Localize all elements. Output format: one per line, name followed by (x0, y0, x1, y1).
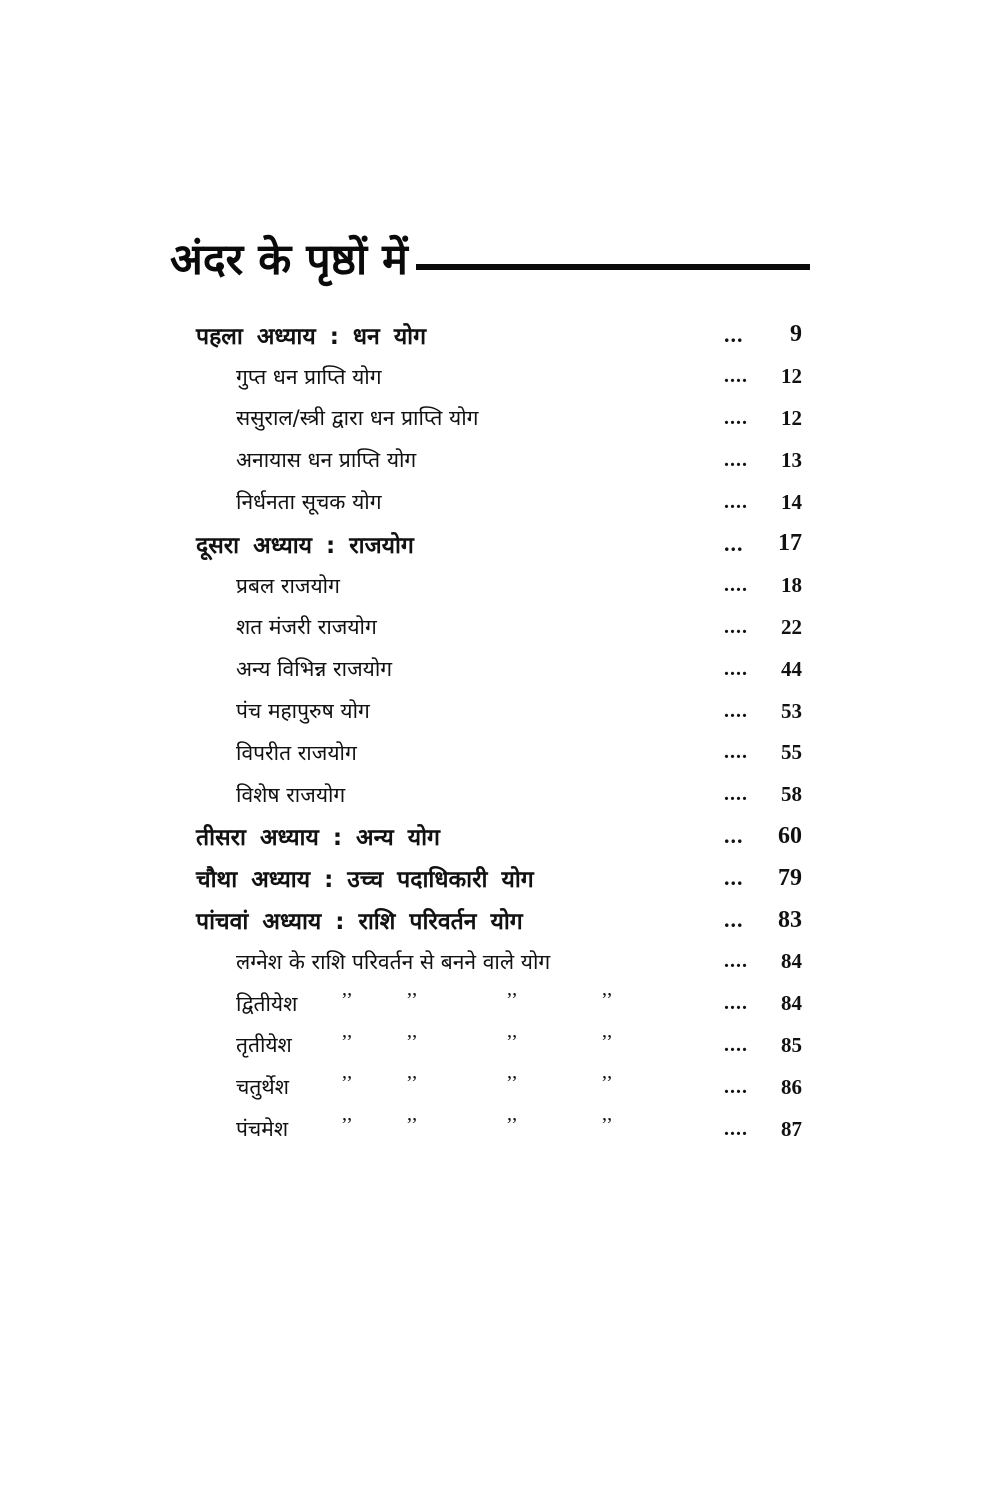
page-number: 84 (781, 991, 802, 1016)
page-number: 12 (781, 364, 802, 389)
toc-section-row (196, 1066, 806, 1108)
dot-leader: .... (724, 1117, 748, 1140)
page-number: 79 (778, 864, 802, 891)
section-title: द्वितीयेश (236, 991, 298, 1016)
dot-leader: .... (724, 657, 748, 680)
page-number: 12 (781, 405, 802, 430)
toc-section-row (196, 690, 806, 732)
toc-section-row (196, 565, 806, 607)
ditto-mark: ’’ (406, 1030, 418, 1053)
heading-underline (416, 264, 810, 270)
toc-section-row (196, 607, 806, 649)
ditto-marks (341, 1031, 641, 1054)
ditto-mark: ’’ (506, 1030, 518, 1053)
page-number: 84 (781, 949, 802, 974)
dot-leader: .... (724, 783, 748, 806)
section-title: पंचमेश (236, 1117, 289, 1142)
ditto-mark: ’’ (506, 988, 518, 1011)
dot-leader: ... (724, 321, 744, 347)
section-title: विपरीत राजयोग (236, 740, 357, 765)
section-title: पंच महापुरुष योग (236, 699, 370, 724)
ditto-mark: ’’ (506, 1114, 518, 1137)
page-number: 22 (781, 614, 802, 639)
ditto-mark: ’’ (601, 1114, 613, 1137)
toc-chapter-row (196, 816, 806, 858)
page-number: 85 (781, 1032, 802, 1057)
dot-leader: .... (724, 365, 748, 388)
toc-section-row (196, 1108, 806, 1150)
page-number: 14 (781, 489, 802, 514)
ditto-marks (341, 1072, 641, 1095)
section-title: प्रबल राजयोग (236, 573, 340, 598)
toc-section-row (196, 774, 806, 816)
toc-section-row (196, 648, 806, 690)
section-title: अनायास धन प्राप्ति योग (236, 448, 417, 473)
dot-leader: .... (724, 406, 748, 429)
page-number: 86 (781, 1074, 802, 1099)
toc-chapter-row (196, 523, 806, 565)
ditto-mark: ’’ (341, 988, 353, 1011)
dot-leader: .... (724, 699, 748, 722)
page-number: 17 (778, 530, 802, 557)
dot-leader: ... (724, 823, 744, 849)
section-title: चतुर्थेश (236, 1075, 290, 1100)
dot-leader: .... (724, 741, 748, 764)
section-title: लग्नेश के राशि परिवर्तन से बनने वाले योग (236, 949, 551, 974)
dot-leader: .... (724, 992, 748, 1015)
page-number: 55 (781, 740, 802, 765)
ditto-mark: ’’ (601, 1072, 613, 1095)
dot-leader: ... (724, 530, 744, 556)
page-number: 87 (781, 1116, 802, 1141)
page-number: 18 (781, 573, 802, 598)
toc-chapter-row (196, 314, 806, 356)
ditto-mark: ’’ (341, 1114, 353, 1137)
section-title: शत मंजरी राजयोग (236, 615, 377, 640)
chapter-title: पांचवां अध्याय : राशि परिवर्तन योग (196, 909, 523, 936)
chapter-title: चौथा अध्याय : उच्च पदाधिकारी योग (196, 867, 534, 894)
section-title: गुप्त धन प्राप्ति योग (236, 364, 382, 389)
dot-leader: .... (724, 1033, 748, 1056)
section-title: तृतीयेश (236, 1033, 292, 1058)
ditto-mark: ’’ (601, 1030, 613, 1053)
page-number: 44 (781, 656, 802, 681)
ditto-mark: ’’ (506, 1072, 518, 1095)
dot-leader: ... (724, 907, 744, 933)
page-number: 53 (781, 698, 802, 723)
toc-section-row (196, 481, 806, 523)
dot-leader: .... (724, 490, 748, 513)
chapter-title: पहला अध्याय : धन योग (196, 323, 427, 350)
toc-section-row (196, 398, 806, 440)
ditto-marks (341, 989, 641, 1012)
toc-section-row (196, 1025, 806, 1067)
section-title: अन्य विभिन्न राजयोग (236, 657, 393, 682)
toc-chapter-row (196, 899, 806, 941)
ditto-mark: ’’ (406, 988, 418, 1011)
dot-leader: .... (724, 448, 748, 471)
dot-leader: .... (724, 1075, 748, 1098)
chapter-title: दूसरा अध्याय : राजयोग (196, 532, 414, 559)
table-of-contents (196, 314, 806, 1150)
ditto-mark: ’’ (406, 1114, 418, 1137)
toc-section-row (196, 732, 806, 774)
page-title: अंदर के पृष्ठों में (170, 235, 408, 285)
toc-section-row (196, 439, 806, 481)
toc-chapter-row (196, 857, 806, 899)
ditto-mark: ’’ (601, 988, 613, 1011)
ditto-mark: ’’ (341, 1072, 353, 1095)
dot-leader: .... (724, 950, 748, 973)
page-number: 58 (781, 782, 802, 807)
dot-leader: .... (724, 574, 748, 597)
section-title: ससुराल/स्त्री द्वारा धन प्राप्ति योग (236, 406, 479, 431)
toc-section-row (196, 983, 806, 1025)
page-number: 83 (778, 906, 802, 933)
section-title: विशेष राजयोग (236, 782, 346, 807)
dot-leader: ... (724, 865, 744, 891)
toc-heading (170, 212, 810, 285)
dot-leader: .... (724, 615, 748, 638)
ditto-mark: ’’ (341, 1030, 353, 1053)
page-number: 9 (790, 321, 802, 348)
ditto-mark: ’’ (406, 1072, 418, 1095)
page-number: 60 (778, 822, 802, 849)
toc-section-row (196, 356, 806, 398)
ditto-marks (341, 1114, 641, 1137)
page-number: 13 (781, 447, 802, 472)
toc-section-row (196, 941, 806, 983)
chapter-title: तीसरा अध्याय : अन्य योग (196, 825, 441, 852)
section-title: निर्धनता सूचक योग (236, 490, 382, 515)
